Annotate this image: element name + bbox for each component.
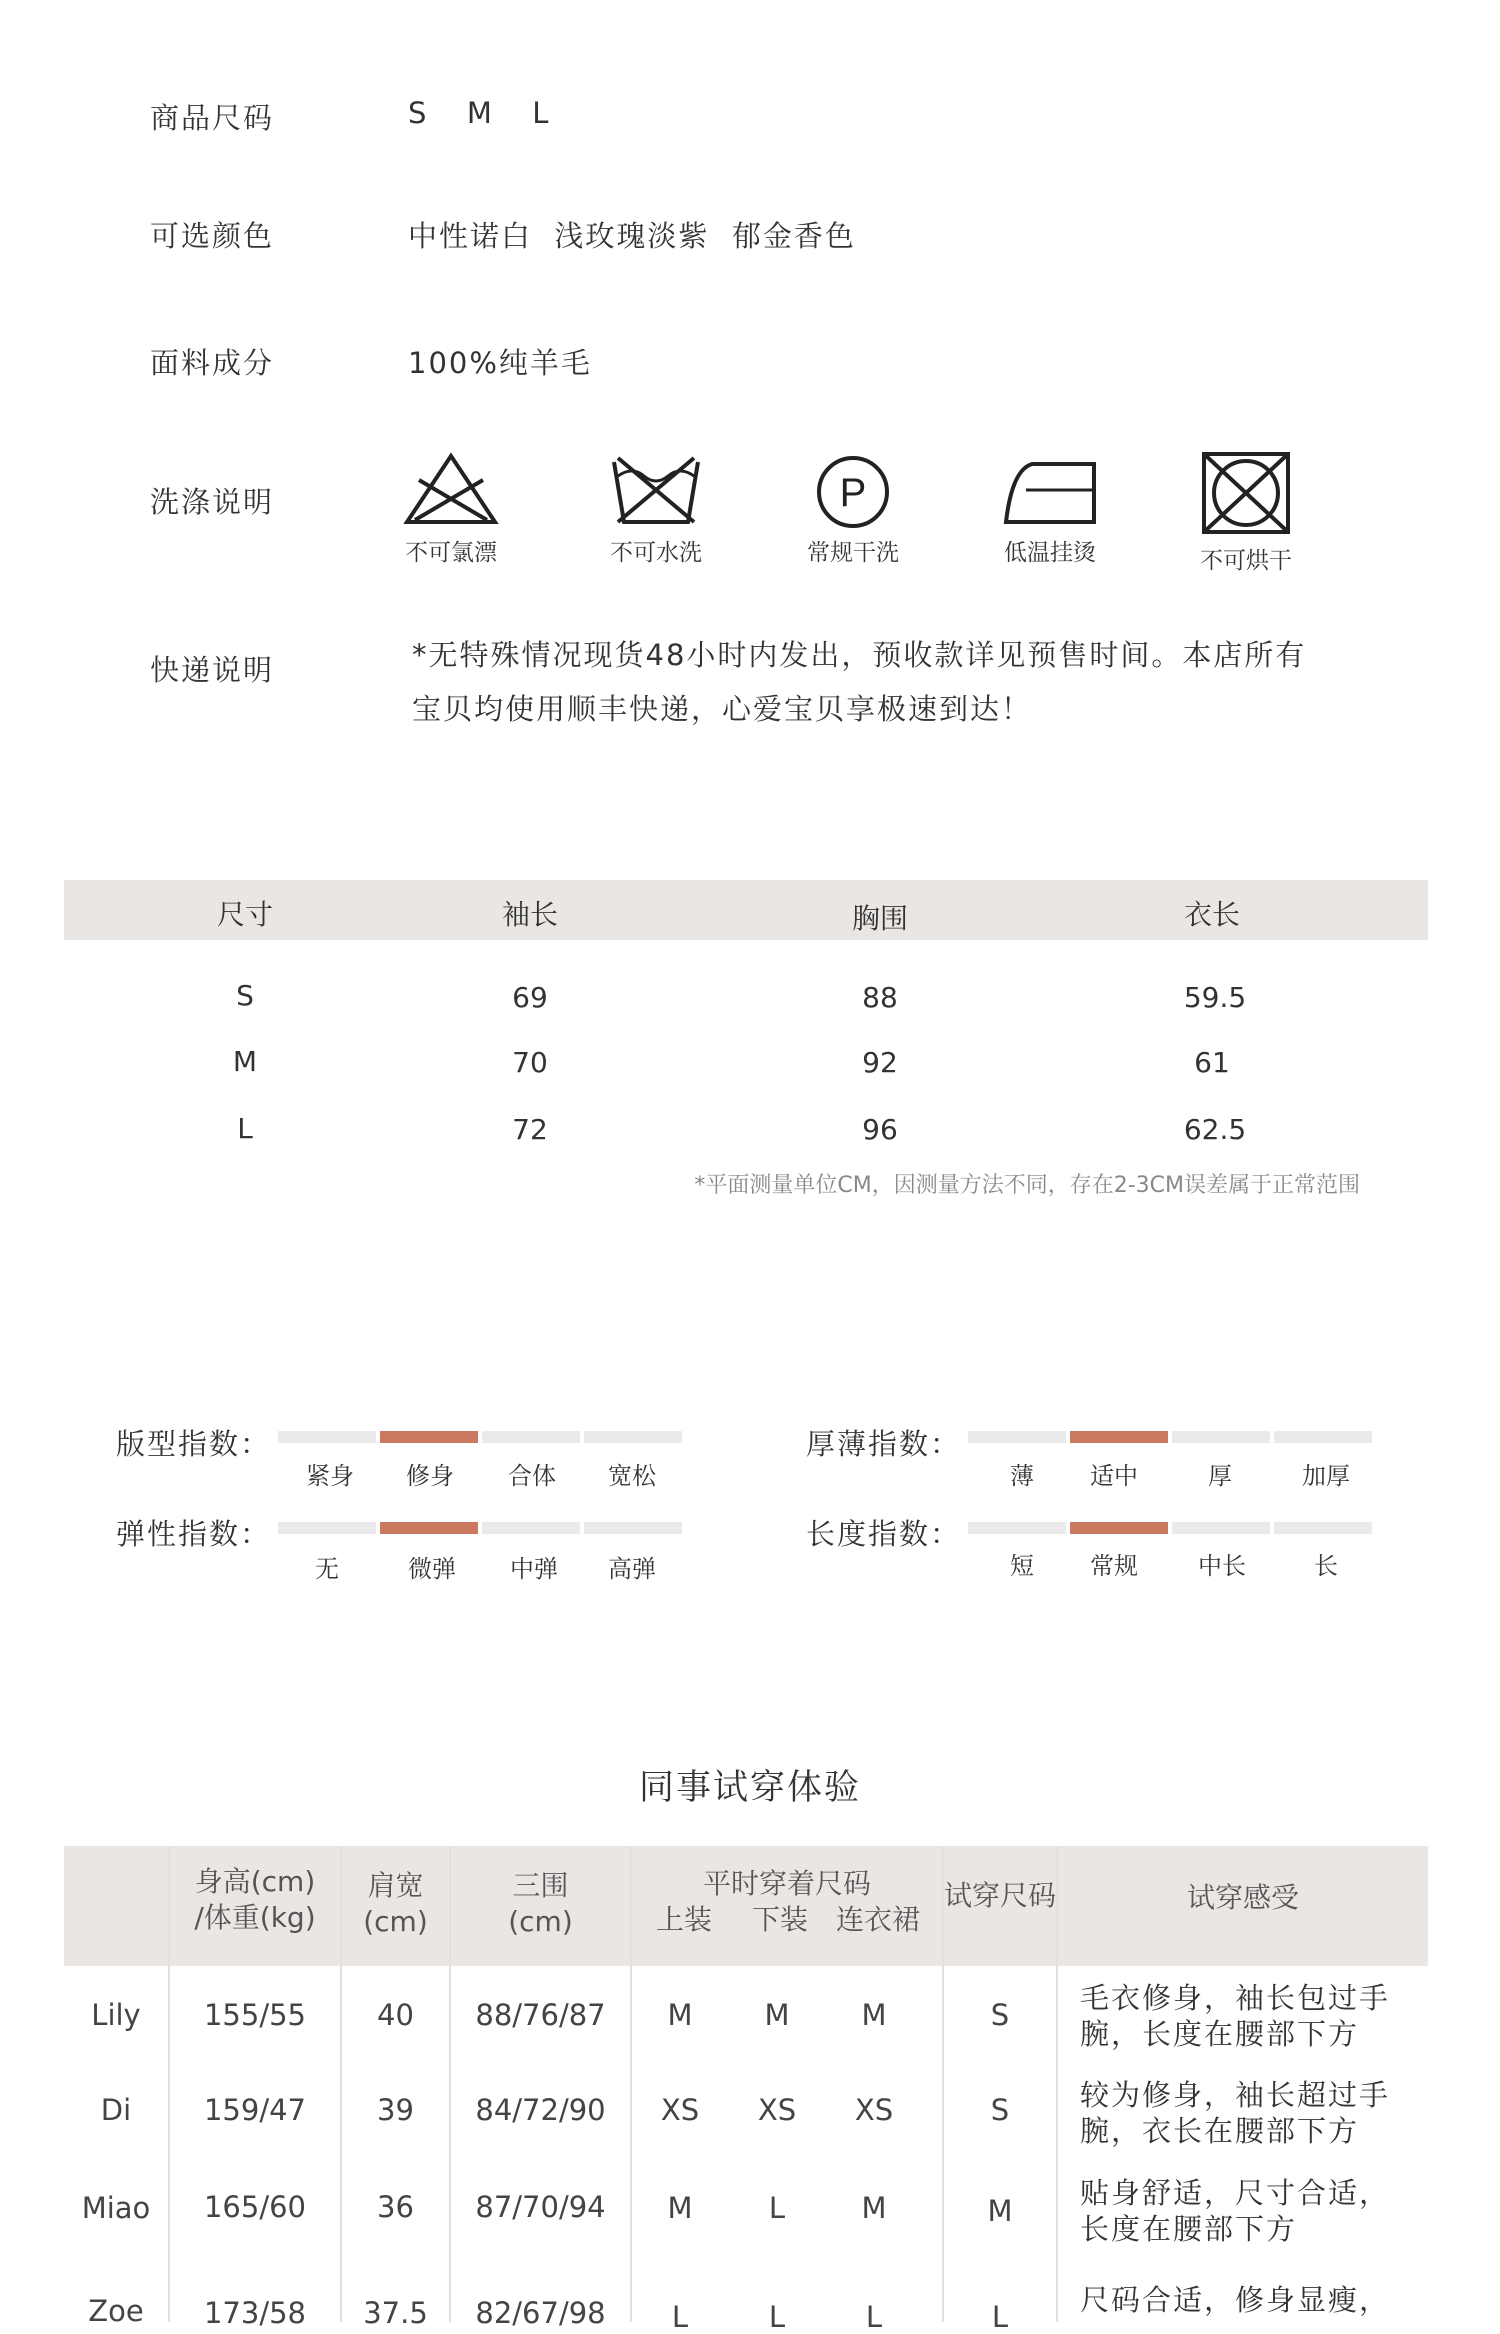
no-wash-icon — [608, 450, 704, 528]
elasticity-option: 微弹 — [408, 1555, 456, 1583]
size-header-size: 尺寸 — [216, 898, 273, 931]
feedback-line: 尺码合适，修身显瘦， — [1080, 2283, 1391, 2317]
column-divider — [942, 1846, 944, 2322]
fit-seg — [584, 1431, 682, 1443]
row-name: Di — [100, 2093, 132, 2127]
thickness-seg — [1172, 1431, 1270, 1443]
thickness-seg — [1274, 1431, 1372, 1443]
header-text: 身高(cm) — [194, 1865, 316, 1898]
row-height-weight: 165/60 — [203, 2190, 307, 2224]
fit-seg — [482, 1431, 580, 1443]
header-text: 三围 — [512, 1869, 569, 1902]
row-name: Lily — [91, 1998, 141, 2032]
length-option: 中长 — [1198, 1552, 1246, 1580]
care-label-no-wash: 不可水洗 — [610, 540, 702, 566]
care-label: 洗涤说明 — [150, 485, 275, 519]
column-divider — [1056, 1846, 1058, 2322]
no-wash-care — [581, 450, 731, 567]
delivery-line-1: *无特殊情况现货48小时内发出，预收款详见预售时间。本店所有 — [412, 638, 1307, 672]
delivery-text — [412, 628, 1392, 736]
elasticity-index-title: 弹性指数： — [116, 1517, 272, 1551]
no-bleach-care — [376, 450, 526, 567]
row-usual-bottom: L — [768, 2300, 786, 2334]
size-cell: M — [232, 1045, 258, 1078]
header-usual-bottom: 下装 — [751, 1903, 808, 1936]
size-cell: 88 — [862, 981, 898, 1014]
feedback-line: 较为修身，袖长超过手 — [1080, 2078, 1391, 2112]
fabric-value: 100%纯羊毛 — [408, 346, 592, 380]
length-seg — [1172, 1522, 1270, 1534]
delivery-line-2: 宝贝均使用顺丰快递，心爱宝贝享极速到达！ — [412, 692, 1033, 726]
row-height-weight: 155/55 — [203, 1998, 307, 2032]
thickness-option: 适中 — [1090, 1462, 1138, 1490]
elasticity-option: 中弹 — [510, 1555, 558, 1583]
size-cell: 70 — [512, 1046, 548, 1079]
try-on-title: 同事试穿体验 — [638, 1768, 861, 1808]
feedback-line: 腕，长度在腰部下方 — [1080, 2017, 1360, 2051]
feedback-line: 腕，衣长在腰部下方 — [1080, 2114, 1360, 2148]
colors-value: 中性诺白 浅玫瑰淡紫 郁金香色 — [408, 219, 856, 253]
size-note: *平面测量单位CM，因测量方法不同，存在2-3CM误差属于正常范围 — [694, 1173, 1360, 1198]
dry-clean-care — [778, 450, 928, 567]
row-tried-size: M — [987, 2194, 1013, 2228]
row-usual-dress: L — [865, 2300, 883, 2334]
thickness-seg — [968, 1431, 1066, 1443]
header-text: 肩宽 — [367, 1869, 424, 1902]
row-tried-size: S — [990, 1998, 1010, 2032]
fit-index-title: 版型指数： — [116, 1427, 272, 1461]
delivery-label: 快递说明 — [150, 653, 275, 687]
size-cell: 69 — [512, 981, 548, 1014]
row-usual-dress: XS — [854, 2093, 894, 2127]
row-tried-size: L — [991, 2300, 1009, 2334]
size-header-length: 衣长 — [1183, 898, 1240, 931]
row-shoulder: 40 — [377, 1998, 414, 2032]
header-feedback: 试穿感受 — [1186, 1881, 1299, 1914]
header-text: (cm) — [508, 1905, 573, 1938]
row-shoulder: 36 — [377, 2190, 414, 2224]
length-option: 短 — [1010, 1552, 1034, 1580]
feedback-line: 毛衣修身，袖长包过手 — [1080, 1981, 1391, 2015]
sizes-value: S M L — [408, 96, 551, 130]
sizes-label: 商品尺码 — [150, 101, 275, 135]
row-usual-top: L — [671, 2300, 689, 2334]
row-shoulder: 37.5 — [363, 2296, 428, 2330]
feedback-line: 长度在腰部下方 — [1080, 2212, 1298, 2246]
length-option: 长 — [1314, 1552, 1338, 1580]
svg-text:P: P — [839, 471, 867, 515]
fabric-label: 面料成分 — [150, 346, 275, 380]
size-cell: 92 — [862, 1046, 898, 1079]
size-header-chest: 胸围 — [851, 902, 908, 935]
length-seg — [968, 1522, 1066, 1534]
row-usual-top: M — [667, 2191, 693, 2225]
elasticity-seg — [482, 1522, 580, 1534]
length-index-title: 长度指数： — [806, 1517, 962, 1551]
no-tumble-dry-care — [1171, 450, 1321, 575]
row-height-weight: 159/47 — [203, 2093, 307, 2127]
size-cell: 59.5 — [1183, 981, 1247, 1014]
iron-icon — [1002, 450, 1098, 528]
header-measurements — [451, 1868, 630, 1940]
length-seg — [1274, 1522, 1372, 1534]
elasticity-option: 高弹 — [608, 1555, 656, 1583]
elasticity-seg — [584, 1522, 682, 1534]
row-tried-size: S — [990, 2093, 1010, 2127]
header-usual-top: 上装 — [655, 1903, 712, 1936]
row-usual-top: M — [667, 1998, 693, 2032]
thickness-index-title: 厚薄指数： — [806, 1427, 962, 1461]
row-feedback — [1080, 2282, 1420, 2318]
header-usual-size — [632, 1866, 942, 1902]
header-height-weight — [170, 1864, 340, 1936]
size-cell: S — [236, 979, 254, 1012]
no-bleach-icon — [403, 450, 499, 528]
row-name: Zoe — [88, 2294, 144, 2328]
thickness-option: 加厚 — [1302, 1462, 1350, 1490]
header-text: 平时穿着尺码 — [702, 1867, 871, 1900]
row-usual-top: XS — [660, 2093, 700, 2127]
low-iron-care — [975, 450, 1125, 567]
row-usual-dress: M — [861, 2191, 887, 2225]
thickness-seg-selected — [1070, 1431, 1168, 1443]
elasticity-seg — [278, 1522, 376, 1534]
fit-seg-selected — [380, 1431, 478, 1443]
row-height-weight: 173/58 — [203, 2296, 307, 2330]
row-measurements: 87/70/94 — [475, 2190, 606, 2224]
row-feedback — [1080, 2175, 1420, 2247]
row-feedback — [1080, 1980, 1420, 2052]
fit-option: 修身 — [406, 1462, 454, 1490]
row-usual-bottom: XS — [757, 2093, 797, 2127]
fit-option: 合体 — [508, 1462, 556, 1490]
row-usual-dress: M — [861, 1998, 887, 2032]
row-measurements: 88/76/87 — [475, 1998, 606, 2032]
row-feedback — [1080, 2077, 1420, 2149]
row-measurements: 84/72/90 — [475, 2093, 606, 2127]
size-cell: 62.5 — [1183, 1113, 1247, 1146]
size-cell: 72 — [512, 1113, 548, 1146]
size-header-sleeve: 袖长 — [501, 898, 558, 931]
elasticity-option: 无 — [315, 1555, 339, 1583]
length-seg-selected — [1070, 1522, 1168, 1534]
header-shoulder — [342, 1868, 449, 1940]
size-cell: 96 — [862, 1113, 898, 1146]
fit-option: 紧身 — [306, 1462, 354, 1490]
colors-label: 可选颜色 — [150, 219, 275, 253]
row-measurements: 82/67/98 — [475, 2296, 606, 2330]
header-text: /体重(kg) — [194, 1901, 316, 1934]
length-option: 常规 — [1090, 1552, 1138, 1580]
header-usual-dress: 连衣裙 — [835, 1903, 920, 1936]
fit-seg — [278, 1431, 376, 1443]
fit-option: 宽松 — [608, 1462, 656, 1490]
header-tried-size: 试穿尺码 — [944, 1879, 1057, 1912]
size-cell: L — [237, 1112, 253, 1145]
care-label-no-bleach: 不可氯漂 — [405, 540, 497, 566]
care-label-no-tumble-dry: 不可烘干 — [1200, 548, 1292, 574]
header-text: (cm) — [363, 1905, 428, 1938]
thickness-option: 厚 — [1208, 1462, 1232, 1490]
size-cell: 61 — [1194, 1046, 1230, 1079]
no-tumble-dry-icon — [1198, 450, 1294, 536]
row-shoulder: 39 — [377, 2093, 414, 2127]
row-usual-bottom: L — [768, 2191, 786, 2225]
elasticity-seg-selected — [380, 1522, 478, 1534]
row-usual-bottom: M — [764, 1998, 790, 2032]
thickness-option: 薄 — [1010, 1462, 1034, 1490]
feedback-line: 贴身舒适，尺寸合适， — [1080, 2176, 1391, 2210]
care-label-low-iron: 低温挂烫 — [1004, 540, 1096, 566]
row-name: Miao — [81, 2191, 151, 2225]
dry-clean-p-icon — [805, 450, 901, 528]
care-label-dry-clean: 常规干洗 — [807, 540, 899, 566]
